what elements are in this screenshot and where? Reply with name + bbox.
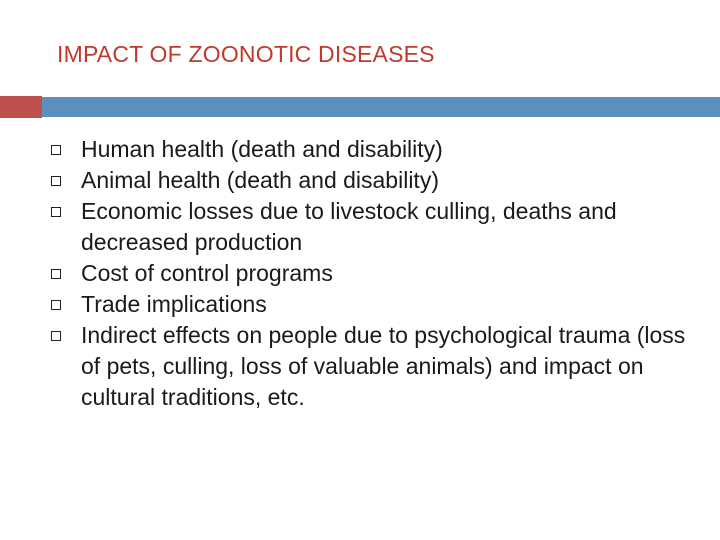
accent-box: [0, 96, 42, 118]
square-bullet-icon: [51, 207, 61, 217]
bullet-item-indirect-effects: [51, 320, 691, 413]
bullet-text: Trade implications: [81, 291, 267, 317]
bullet-text: Indirect effects on people due to psychological trauma (loss of pets, culling, loss of valuable animals) and impact on cultural traditions, etc.: [81, 322, 686, 410]
bullet-item-trade: [51, 289, 691, 320]
bullet-text: Cost of control programs: [81, 260, 333, 286]
slide-title: IMPACT OF ZOONOTIC DISEASES: [57, 41, 435, 67]
bullet-text: Human health (death and disability): [81, 136, 443, 162]
bullet-item-animal-health: [51, 165, 691, 196]
bullet-item-economic-losses: [51, 196, 691, 258]
square-bullet-icon: [51, 145, 61, 155]
bullet-item-human-health: [51, 134, 691, 165]
accent-bar: [42, 97, 720, 117]
square-bullet-icon: [51, 331, 61, 341]
square-bullet-icon: [51, 300, 61, 310]
bullet-list: [51, 134, 691, 413]
square-bullet-icon: [51, 176, 61, 186]
square-bullet-icon: [51, 269, 61, 279]
bullet-text: Economic losses due to livestock culling, deaths and decreased production: [81, 198, 617, 255]
bullet-text: Animal health (death and disability): [81, 167, 439, 193]
bullet-item-control-costs: [51, 258, 691, 289]
